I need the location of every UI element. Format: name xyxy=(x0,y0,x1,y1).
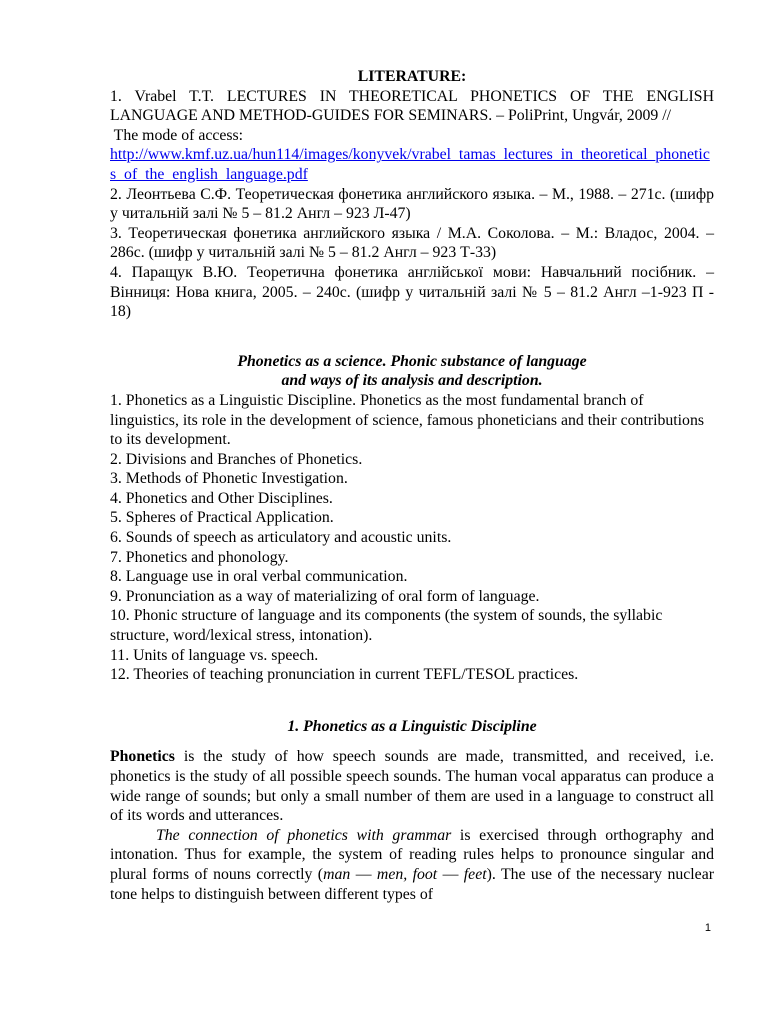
access-label: The mode of access: xyxy=(110,126,244,144)
emphasis-text: The connection of phonetics with grammar xyxy=(156,826,452,844)
topic-title-line-1: Phonetics as a science. Phonic substance of language xyxy=(237,352,587,370)
topic-list xyxy=(110,391,714,685)
spacer xyxy=(110,736,714,747)
reference-2: 2. Леонтьева С.Ф. Теоретическая фонетика английского языка. – М., 1988. – 271с. (шифр у читальній залі № 5 – 81.2 Англ – 923 Л-47) xyxy=(110,185,714,223)
section-1-paragraph-2 xyxy=(110,826,714,904)
page-number: 1 xyxy=(704,922,711,934)
dash-text: — xyxy=(350,865,377,883)
paragraph-text: ). The use of the necessary nuclear tone helps to distinguish between different types of xyxy=(110,865,714,903)
reference-link[interactable]: http://www.kmf.uz.ua/hun114/images/konyvek/vrabel_tamas_lectures_in_theoretical_phonetics_of_the_english_language.pdf xyxy=(110,146,710,183)
list-item: 3. Methods of Phonetic Investigation. xyxy=(110,470,348,488)
list-item: 10. Phonic structure of language and its components (the system of sounds, the syllabic structure, word/lexical stress, intonation). xyxy=(110,607,663,645)
reference-1: 1. Vrabel T.T. LECTURES IN THEORETICAL PHONETICS OF THE ENGLISH LANGUAGE AND METHOD-GUIDES FOR SEMINARS. – PoliPrint, Ungvár, 2009 // xyxy=(110,87,714,125)
paragraph-text: is the study of how speech sounds are made, transmitted, and received, i.e. phonetics is the study of all possible speech sounds. The human vocal apparatus can produce a wide range of sounds; but only a small number of them are used in a language to construct all of its words and utterances. xyxy=(110,748,714,825)
list-item: 8. Language use in oral verbal communication. xyxy=(110,568,408,586)
spacer xyxy=(110,685,714,717)
list-item: 1. Phonetics as a Linguistic Discipline. Phonetics as the most fundamental branch of linguistics, its role in the development of science, famous phoneticians and their contributions to its development. xyxy=(110,391,705,449)
spacer xyxy=(110,322,714,352)
list-item: 12. Theories of teaching pronunciation in current TEFL/TESOL practices. xyxy=(110,666,579,684)
list-item: 5. Spheres of Practical Application. xyxy=(110,509,334,527)
list-item: 6. Sounds of speech as articulatory and acoustic units. xyxy=(110,529,452,547)
example-feet: feet xyxy=(463,865,487,883)
list-item: 11. Units of language vs. speech. xyxy=(110,646,319,664)
example-men-foot: men, foot xyxy=(376,865,438,883)
topic-title-line-2: and ways of its analysis and description. xyxy=(281,372,543,390)
list-item: 7. Phonetics and phonology. xyxy=(110,548,289,566)
section-1-paragraph-1 xyxy=(110,747,714,825)
paragraph-text: is exercised through orthography and intonation. Thus for example, the system of reading rules helps to pronounce singular and plural forms of nouns correctly ( xyxy=(110,826,714,883)
literature-heading: LITERATURE: xyxy=(357,68,467,85)
section-1-title: 1. Phonetics as a Linguistic Discipline xyxy=(287,717,537,735)
dash-text: — xyxy=(437,865,464,883)
term-phonetics: Phonetics xyxy=(110,748,175,766)
example-man: man xyxy=(323,865,351,883)
reference-3: 3. Теоретическая фонетика английского языка / М.А. Соколова. – М.: Владос, 2004. – 286с. (шифр у читальній залі № 5 – 81.2 Англ – 923 Т-33) xyxy=(110,224,714,262)
list-item: 4. Phonetics and Other Disciplines. xyxy=(110,489,333,507)
list-item: 2. Divisions and Branches of Phonetics. xyxy=(110,450,363,468)
reference-4: 4. Паращук В.Ю. Теоретична фонетика англійської мови: Навчальний посібник. – Вінниця: Нова книга, 2005. – 240с. (шифр у читальній залі № 5 – 81.2 Англ –1-923 П - 18) xyxy=(110,263,714,321)
page-content xyxy=(110,67,714,904)
list-item: 9. Pronunciation as a way of materializing of oral form of language. xyxy=(110,587,540,605)
